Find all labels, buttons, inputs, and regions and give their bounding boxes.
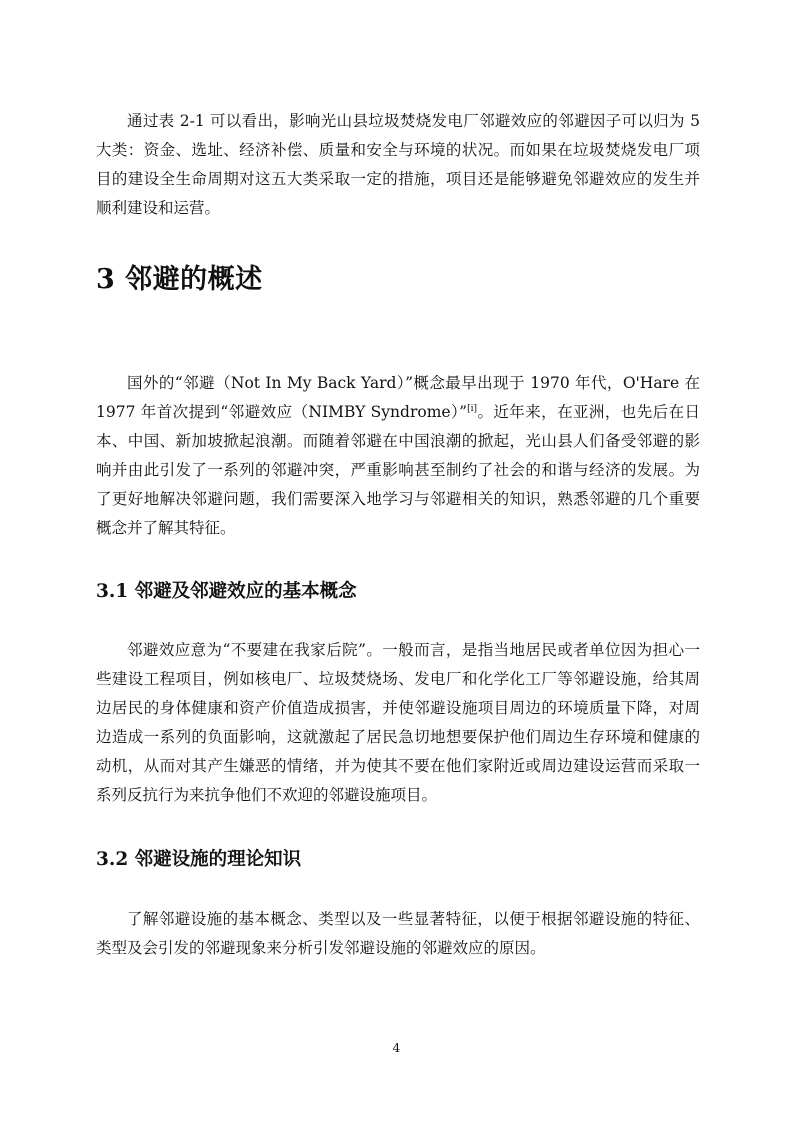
section-heading: 3.2 邻避设施的理论知识 (96, 849, 302, 870)
section-heading: 3.1 邻避及邻避效应的基本概念 (96, 581, 357, 602)
body-paragraph: 通过表 2-1 可以看出，影响光山县垃圾焚烧发电厂邻避效应的邻避因子可以归为 5 大类：资金、选址、经济补偿、质量和安全与环境的状况。而如果在垃圾焚烧发电厂项目的建设全生命周期对这五大类采取一定的措施，项目还是能够避免邻避效应的发生并顺利建设和运营。 (96, 112, 700, 217)
body-paragraph: 了解邻避设施的基本概念、类型以及一些显著特征，以便于根据邻避设施的特征、类型及会引发的邻避现象来分析引发邻避设施的邻避效应的原因。 (96, 910, 700, 957)
citation-marker[interactable]: [i] (467, 404, 478, 414)
paragraph-text: 国外的“邻避（Not In My Back Yard）”概念最早出现于 1970 年代，O'Hare 在 1977 年首次提到“邻避效应（NIMBY Syndrome）” (96, 374, 700, 421)
page-number: 4 (392, 1041, 401, 1055)
body-paragraph (96, 369, 700, 543)
paragraph-text: 。近年来，在亚洲，也先后在日本、中国、新加坡掀起浪潮。而随着邻避在中国浪潮的掀起，光山县人们备受邻避的影响并由此引发了一系列的邻避冲突，严重影响甚至制约了社会的和谐与经济的发展。为了更好地解决邻避问题，我们需要深入地学习与邻避相关的知识，熟悉邻避的几个重要概念并了解其特征。 (96, 403, 700, 537)
chapter-heading: 3 邻避的概述 (96, 264, 263, 295)
body-paragraph: 邻避效应意为“不要建在我家后院”。一般而言，是指当地居民或者单位因为担心一些建设工程项目，例如核电厂、垃圾焚烧场、发电厂和化学化工厂等邻避设施，给其周边居民的身体健康和资产价值造成损害，并使邻避设施项目周边的环境质量下降，对周边造成一系列的负面影响，这就激起了居民急切地想要保护他们周边生存环境和健康的动机，从而对其产生嫌恶的情绪，并为使其不要在他们家附近或周边建设运营而采取一系列反抗行为来抗争他们不欢迎的邻避设施项目。 (96, 641, 700, 804)
